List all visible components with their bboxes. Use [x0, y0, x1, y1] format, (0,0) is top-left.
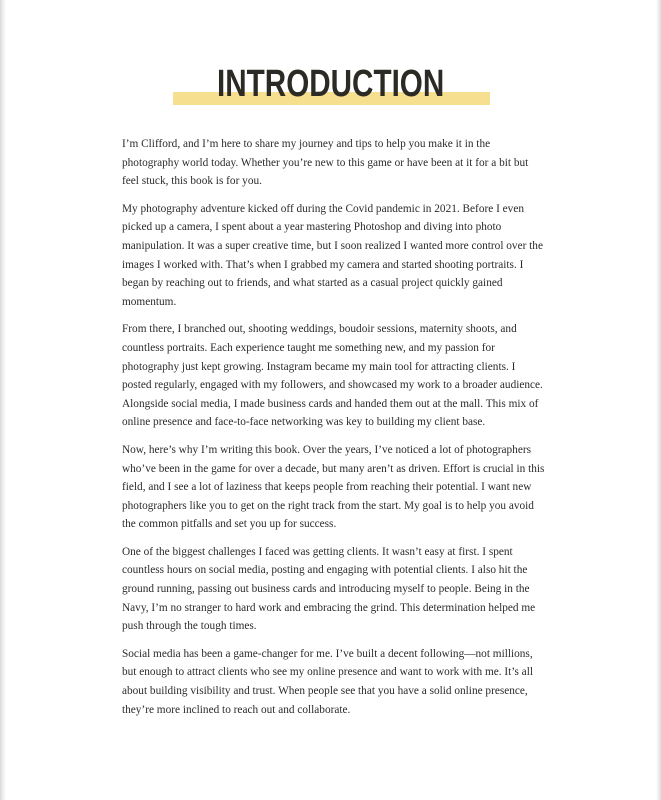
- page-title: INTRODUCTION: [216, 63, 445, 105]
- paragraph-intro: I’m Clifford, and I’m here to share my journey and tips to help you make it in the photography world today. Whether you’re new to this game or have been at it for a bit but feel stuck, this book is for you.: [122, 138, 529, 188]
- paragraph-why-book: Now, here’s why I’m writing this book. Over the years, I’ve noticed a lot of photographers who’ve been in the game for over a decade, but many aren’t as driven. Effort is crucial in this field, and I see a lot of laziness that keeps people from reaching their potential. I want new photographers like you to get on the right track from the start. My goal is to help you avoid the common pitfalls and set you up for success.: [122, 443, 545, 531]
- paragraph-social-media: Social media has been a game-changer for me. I’ve built a decent following—not millions, but enough to attract clients who see my online presence and want to work with me. It’s all about building visibility and trust. When people see that you have a solid online presence, they’re more inclined to reach out and collaborate.: [122, 647, 533, 716]
- body-text: [122, 135, 546, 728]
- paragraph-adventure: My photography adventure kicked off during the Covid pandemic in 2021. Before I even picked up a camera, I spent about a year mastering Photoshop and diving into photo manipulation. It was a super creative time, but I soon realized I wanted more control over the images I worked with. That’s when I grabbed my camera and started shooting portraits. I began by reaching out to friends, and what started as a casual project quickly gained momentum.: [122, 202, 543, 308]
- chapter-heading: [0, 62, 661, 106]
- page-edge-shadow-left: [0, 0, 6, 800]
- paragraph-challenges: One of the biggest challenges I faced was getting clients. It wasn’t easy at first. I spent countless hours on social media, posting and engaging with potential clients. I also hit the ground running, passing out business cards and introducing myself to people. Being in the Navy, I’m no stranger to hard work and embracing the grind. This determination helped me push through the tough times.: [122, 545, 536, 633]
- heading-container: [185, 62, 476, 106]
- page-edge-shadow-right: [656, 0, 661, 800]
- paragraph-branching-out: From there, I branched out, shooting weddings, boudoir sessions, maternity shoots, and countless portraits. Each experience taught me something new, and my passion for photography just kept growing. Instagram became my main tool for attracting clients. I posted regularly, engaged with my followers, and showcased my work to a broader audience. Alongside social media, I made business cards and handed them out at the mall. This mix of online presence and face-to-face networking was key to building my client base.: [122, 323, 543, 429]
